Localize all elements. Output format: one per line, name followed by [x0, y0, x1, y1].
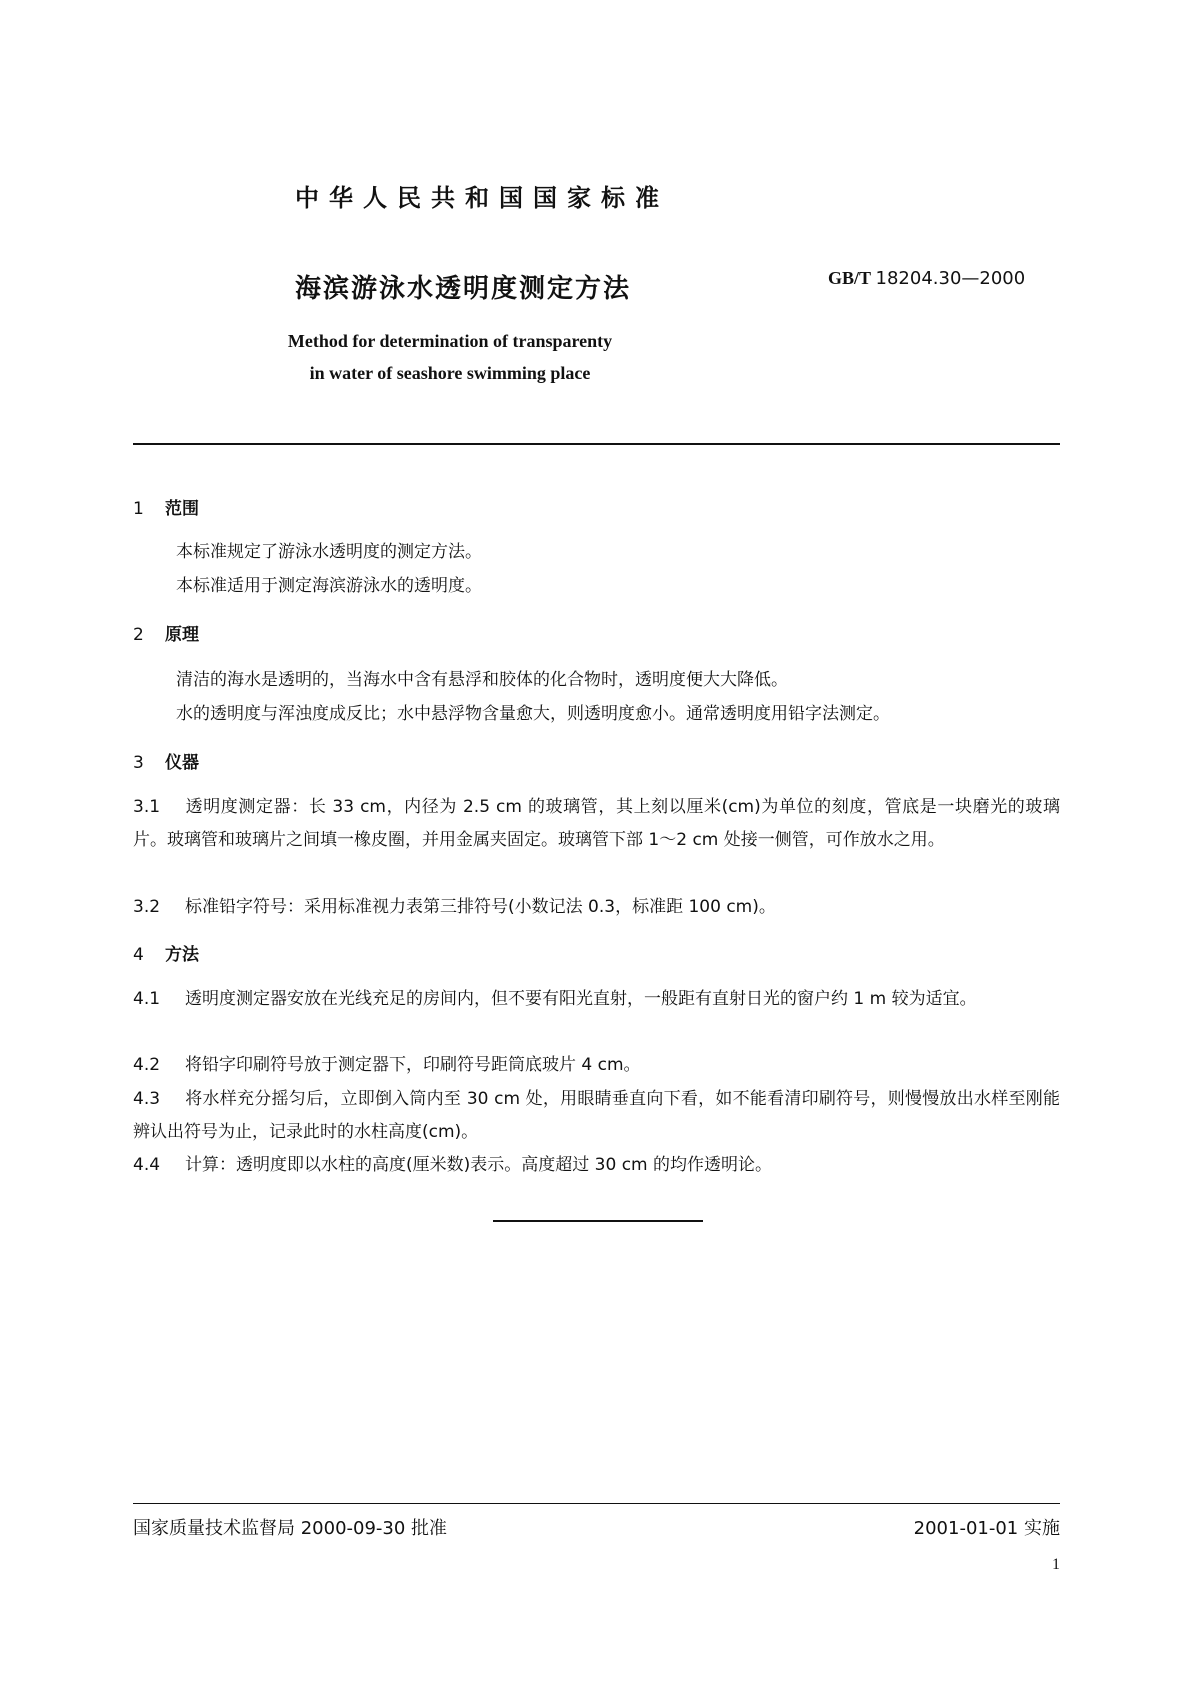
section-number: 2 — [133, 625, 144, 645]
section-number: 4 — [133, 945, 144, 965]
section-1-heading — [133, 494, 199, 519]
clause-text: 计算：透明度即以水柱的高度(厘米数)表示。高度超过 30 cm 的均作透明论。 — [185, 1155, 773, 1175]
clause-4-4 — [133, 1149, 1060, 1182]
section-2-paragraph-1: 清洁的海水是透明的，当海水中含有悬浮和胶体的化合物时，透明度便大大降低。 — [176, 670, 788, 690]
title-chinese: 海滨游泳水透明度测定方法 — [295, 274, 632, 304]
clause-3-2 — [133, 891, 1060, 924]
national-standard-heading: 中华人民共和国国家标准 — [295, 184, 669, 212]
end-of-text-rule — [493, 1220, 703, 1222]
clause-number: 4.2 — [133, 1055, 161, 1075]
clause-text: 透明度测定器安放在光线充足的房间内，但不要有阳光直射，一般距有直射日光的窗户约 1 m 较为适宜。 — [185, 989, 977, 1009]
clause-4-1 — [133, 983, 1060, 1016]
approval-line: 国家质量技术监督局 2000-09-30 批准 — [133, 1518, 448, 1539]
section-title: 仪器 — [165, 753, 199, 773]
section-3-heading — [133, 748, 199, 773]
title-english-line2: in water of seashore swimming place — [309, 363, 591, 383]
implementation-date: 2001-01-01 实施 — [913, 1518, 1060, 1539]
title-english-line1: Method for determination of transparenty — [287, 331, 613, 351]
section-number: 3 — [133, 753, 144, 773]
section-title: 方法 — [165, 945, 199, 965]
clause-4-3 — [133, 1083, 1060, 1149]
clause-number: 3.1 — [133, 797, 161, 817]
section-number: 1 — [133, 499, 144, 519]
footer-divider — [133, 1503, 1060, 1504]
clause-text: 将铅字印刷符号放于测定器下，印刷符号距筒底玻片 4 cm。 — [185, 1055, 641, 1075]
section-2-heading — [133, 620, 199, 645]
section-1-paragraph-1: 本标准规定了游泳水透明度的测定方法。 — [176, 542, 482, 562]
section-title: 范围 — [165, 499, 199, 519]
page-number: 1 — [1052, 1556, 1060, 1573]
section-4-heading — [133, 940, 199, 965]
clause-4-2 — [133, 1049, 1060, 1082]
clause-text: 标准铅字符号：采用标准视力表第三排符号(小数记法 0.3，标准距 100 cm)。 — [185, 897, 776, 917]
clause-number: 4.1 — [133, 989, 161, 1009]
header-divider — [133, 443, 1060, 445]
section-1-paragraph-2: 本标准适用于测定海滨游泳水的透明度。 — [176, 576, 482, 596]
section-title: 原理 — [165, 625, 199, 645]
clause-number: 4.3 — [133, 1089, 161, 1109]
standard-prefix: GB/T — [828, 268, 872, 288]
clause-number: 4.4 — [133, 1155, 161, 1175]
standard-number — [828, 268, 1025, 289]
section-2-paragraph-2: 水的透明度与浑浊度成反比；水中悬浮物含量愈大，则透明度愈小。通常透明度用铅字法测定。 — [176, 704, 890, 724]
clause-3-1 — [133, 791, 1060, 857]
standard-code: 18204.30—2000 — [875, 268, 1026, 289]
clause-number: 3.2 — [133, 897, 161, 917]
clause-text: 将水样充分摇匀后，立即倒入筒内至 30 cm 处，用眼睛垂直向下看，如不能看清印刷符号，则慢慢放出水样至刚能辨认出符号为止，记录此时的水柱高度(cm)。 — [133, 1089, 1060, 1142]
clause-text: 透明度测定器：长 33 cm，内径为 2.5 cm 的玻璃管，其上刻以厘米(cm)为单位的刻度，管底是一块磨光的玻璃片。玻璃管和玻璃片之间填一橡皮圈，并用金属夹固定。玻璃管下部 1～2 cm 处接一侧管，可作放水之用。 — [133, 797, 1060, 850]
